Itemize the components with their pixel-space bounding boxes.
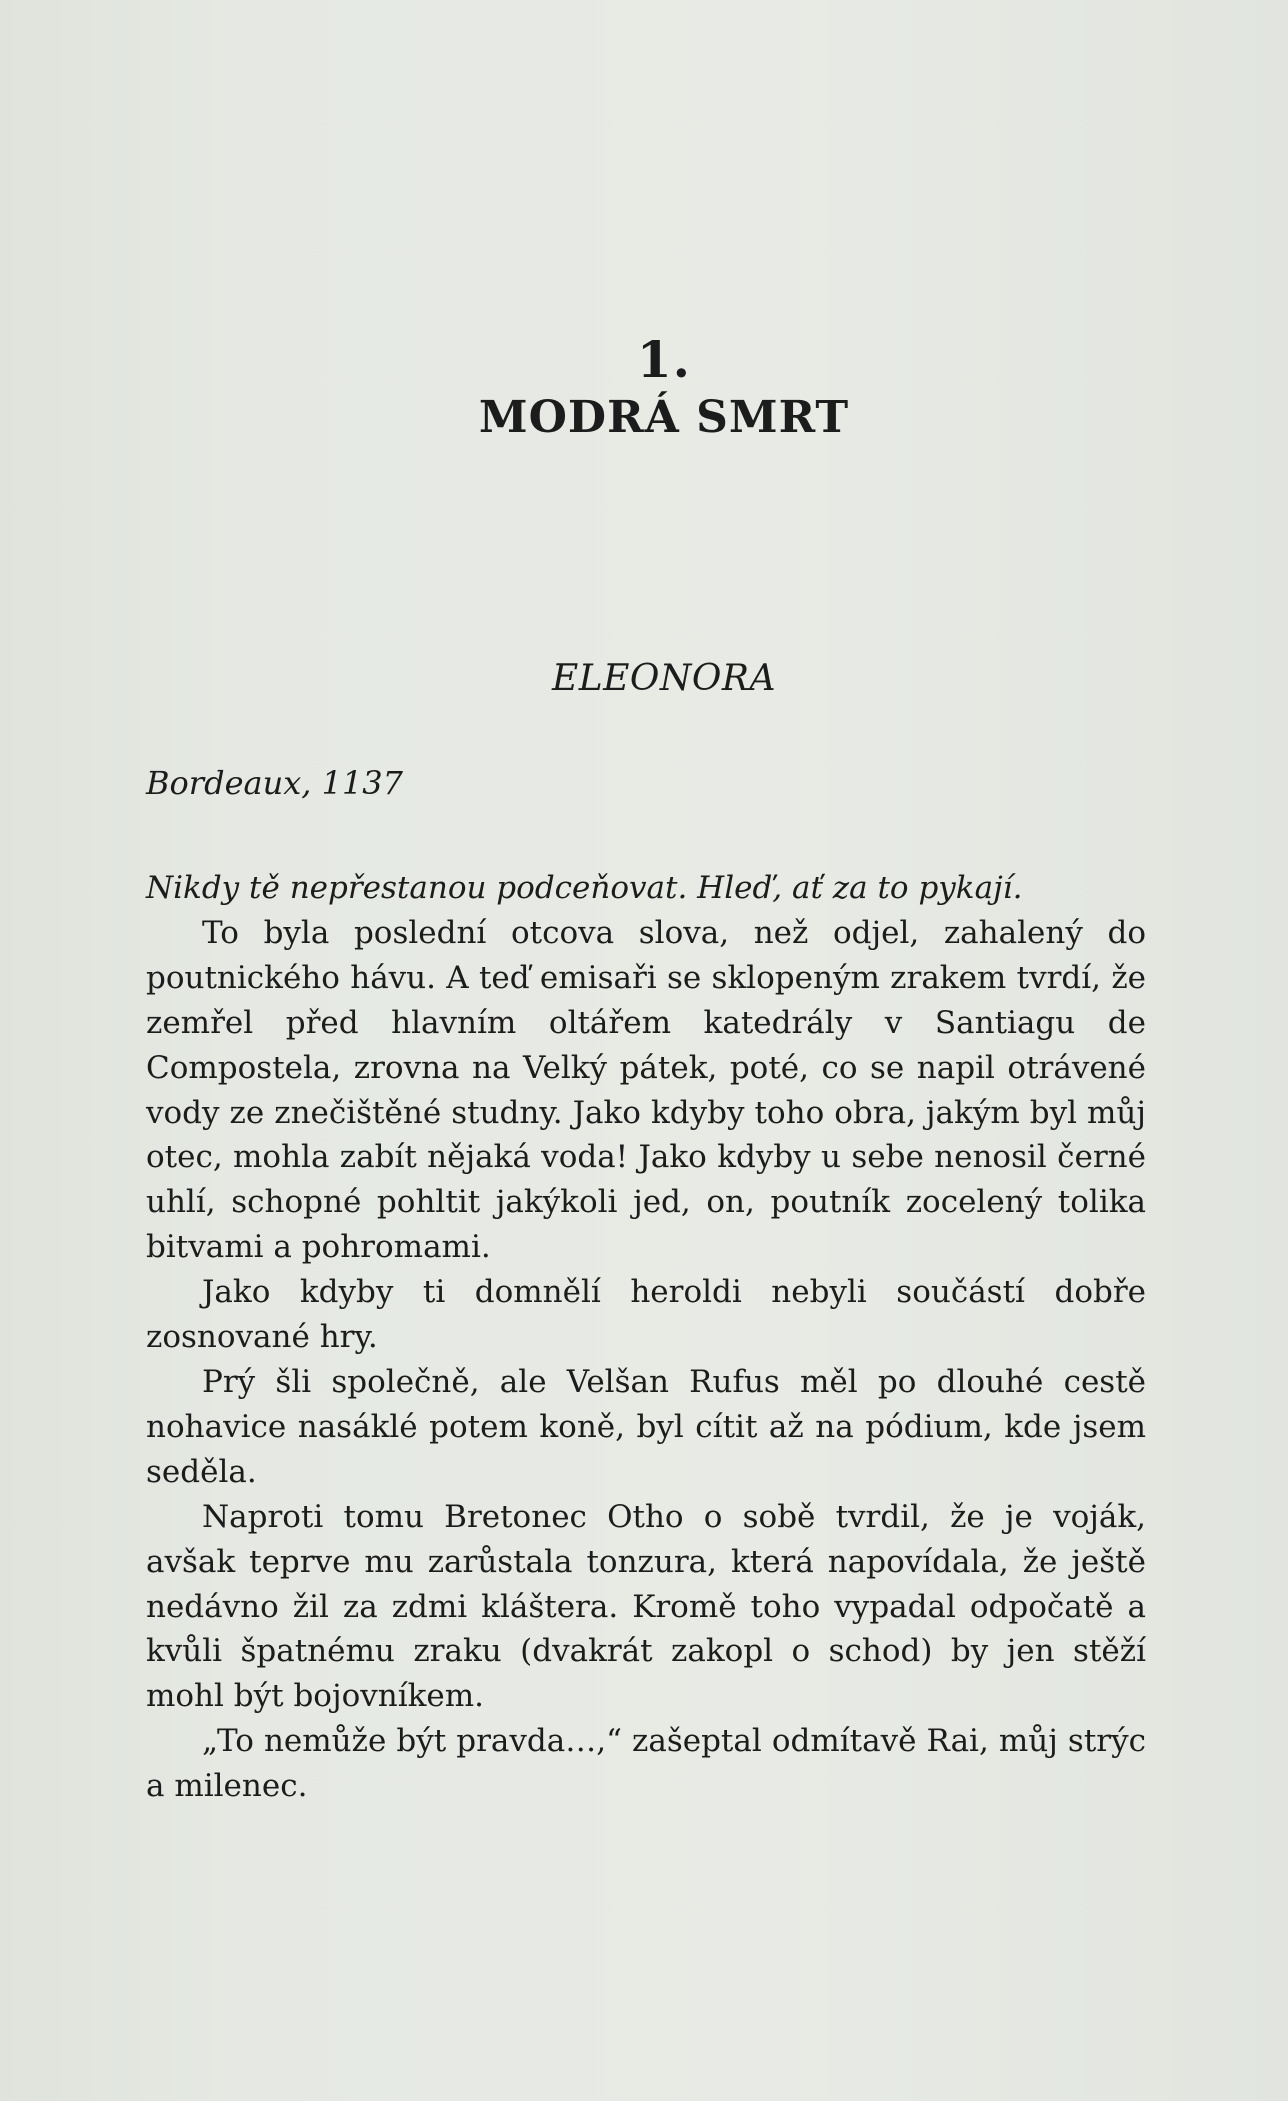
paragraph: Naproti tomu Bretonec Otho o sobě tvrdil, že je voják, avšak teprve mu zarůstala tonzura, která napovídala, že ještě nedávno žil za zdmi kláštera. Kromě toho vypadal odpočatě a kvůli špatnému zraku (dvakrát zakopl o schod) by jen stěží mohl být bojovníkem. (146, 1498, 1146, 1715)
chapter-title: MODRÁ SMRT (478, 392, 850, 443)
body-text (146, 866, 1146, 1809)
paragraph: To byla poslední otcova slova, než odjel, zahalený do poutnického hávu. A teď emisaři se sklopeným zrakem tvrdí, že zemřel před hlavním oltářem katedrály v Santiagu de Compostela, zrovna na Velký pátek, poté, co se napil otrávené vody ze znečištěné studny. Jako kdyby toho obra, jakým byl můj otec, mohla zabít nějaká voda! Jako kdyby u sebe nenosil černé uhlí, schopné pohltit jakýkoli jed, on, poutník zocelený tolika bitvami a pohromami. (146, 914, 1146, 1266)
paragraph: Prý šli společně, ale Velšan Rufus měl po dlouhé cestě nohavice nasáklé potem koně, byl cítit až na pódium, kde jsem seděla. (146, 1363, 1146, 1490)
place-date: Bordeaux, 1137 (146, 764, 404, 802)
pov-character: ELEONORA (551, 658, 777, 699)
paragraph: Jako kdyby ti domnělí heroldi nebyli součástí dobře zosnované hry. (146, 1274, 1146, 1356)
paragraph: Nikdy tě nepřestanou podceňovat. Hleď, ať za to pykají. (146, 870, 1023, 906)
paragraph: „To nemůže být pravda…,“ zašeptal odmítavě Rai, můj strýc a milenec. (146, 1723, 1146, 1805)
chapter-number: 1. (636, 330, 692, 389)
